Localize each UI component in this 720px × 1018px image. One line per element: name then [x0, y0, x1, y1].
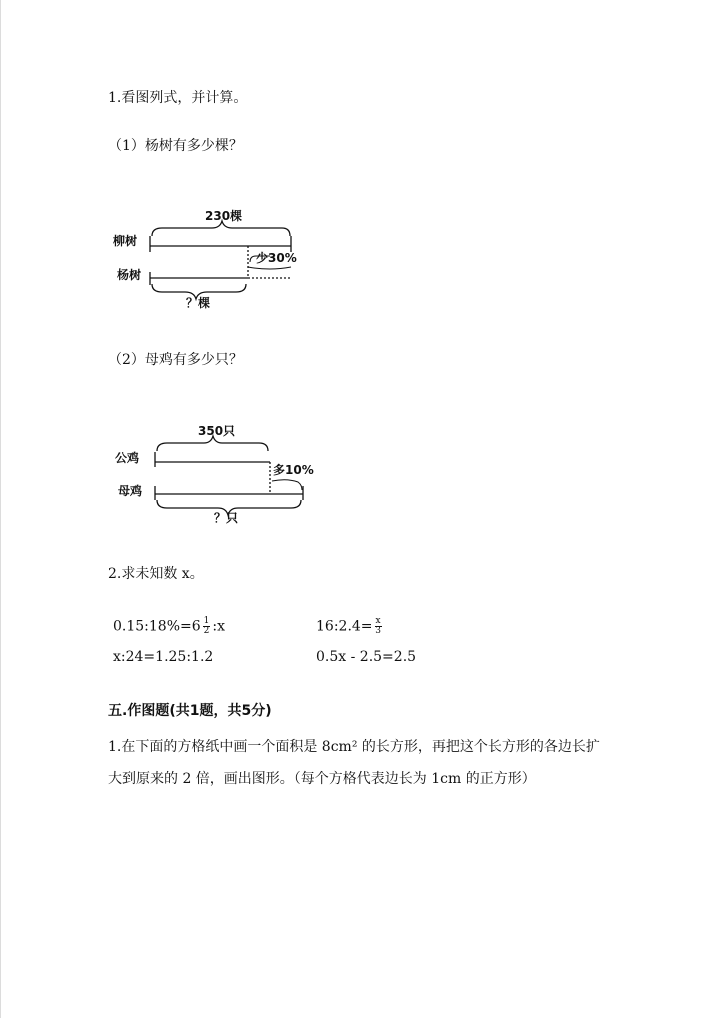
- equation-1-fraction-numerator: 1: [203, 616, 210, 626]
- section-5-heading: 五.作图题(共1题，共5分): [108, 703, 272, 719]
- equation-3: x:24=1.25:1.2: [113, 649, 214, 665]
- diagram1-diff-arc: [248, 267, 291, 269]
- diagram2-total-label: 350只: [198, 424, 236, 438]
- sub-question-1-label: （1）杨树有多少棵？: [108, 138, 243, 154]
- equation-2: [316, 617, 384, 636]
- diagram2-diff-brace: [272, 480, 302, 490]
- equation-1-fraction: [203, 617, 211, 636]
- diagram-willow-poplar: [113, 208, 297, 310]
- equation-2-fraction-denominator: 3: [375, 626, 381, 636]
- equation-1-right: :x: [212, 618, 226, 635]
- diagram1-total-label: 230棵: [205, 209, 243, 223]
- diagram2-row2-label: 母鸡: [118, 484, 143, 498]
- diagram-rooster-hen: [115, 424, 314, 525]
- equation-2-left: 16:2.4=: [316, 618, 373, 635]
- sub-question-2-label: （2）母鸡有多少只？: [108, 352, 243, 368]
- equation-2-fraction: [375, 617, 382, 636]
- question-1-title: 1.看图列式，并计算。: [108, 90, 248, 106]
- diagram2-question-label: ？只: [214, 511, 239, 525]
- drawing-question-line-1: 1.在下面的方格纸中画一个面积是 8cm² 的长方形，再把这个长方形的各边长扩: [108, 739, 600, 755]
- diagram2-top-brace: [157, 436, 268, 451]
- diagram2-diff-label: 多10%: [273, 463, 314, 477]
- diagram1-row2-label: 杨树: [117, 268, 142, 282]
- diagram1-diff-label: 少30%: [256, 251, 297, 265]
- diagram1-row1-label: 柳树: [113, 234, 138, 248]
- diagram1-question-label: ？棵: [186, 296, 211, 310]
- question-2-title: 2.求未知数 x。: [108, 566, 204, 582]
- diagram1-top-brace: [152, 221, 290, 236]
- drawing-question-line-2: 大到原来的 2 倍，画出图形。（每个方格代表边长为 1cm 的正方形）: [108, 771, 536, 787]
- equation-1: [113, 617, 225, 636]
- equation-1-fraction-denominator: 2: [203, 626, 210, 636]
- diagram2-row1-label: 公鸡: [115, 451, 140, 465]
- equation-1-left: 0.15:18%=6: [113, 618, 201, 635]
- equation-2-fraction-numerator: x: [375, 616, 381, 626]
- equation-4: 0.5x - 2.5=2.5: [316, 649, 417, 665]
